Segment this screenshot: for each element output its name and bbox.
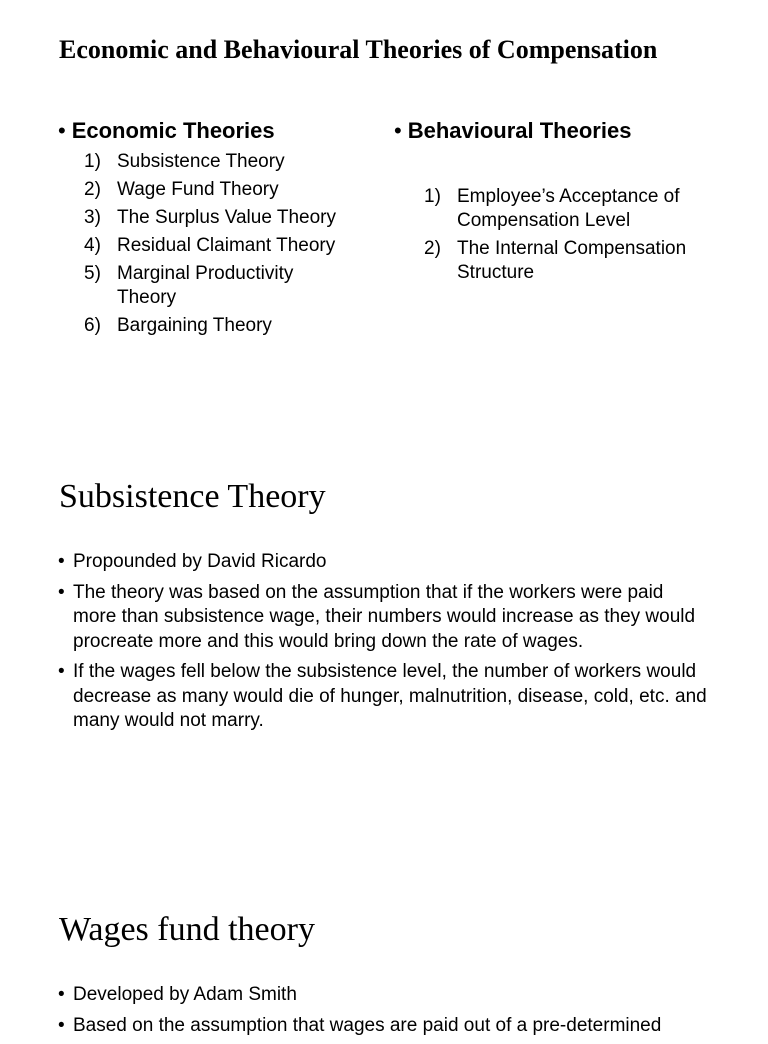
- item-label: Wage Fund Theory: [117, 179, 279, 200]
- list-item: [84, 314, 344, 338]
- bullet-list: [58, 983, 708, 1044]
- bullet-icon: •: [58, 984, 65, 1005]
- item-number: 2): [84, 179, 101, 200]
- behavioural-theories-heading: [394, 117, 631, 145]
- list-item: [84, 206, 344, 230]
- bullet-list: [58, 550, 708, 740]
- item-number: 2): [424, 238, 441, 259]
- item-label: Marginal Productivity Theory: [117, 263, 294, 308]
- item-number: 4): [84, 235, 101, 256]
- bullet-item: [58, 983, 708, 1008]
- bullet-item: [58, 581, 708, 655]
- slide-title: Wages fund theory: [59, 911, 315, 948]
- item-number: 3): [84, 207, 101, 228]
- item-number: 6): [84, 315, 101, 336]
- bullet-icon: •: [58, 551, 65, 572]
- bullet-item: [58, 660, 708, 734]
- bullet-item: [58, 1014, 708, 1039]
- list-item: [84, 150, 344, 174]
- slide-wages-fund-theory: [0, 885, 768, 1036]
- bullet-item: [58, 550, 708, 575]
- heading-label: Behavioural Theories: [407, 118, 632, 143]
- list-item: [84, 262, 344, 310]
- bullet-text: If the wages fell below the subsistence level, the number of workers would decrease as many would die of hunger, malnutrition, disease, cold, etc. and many would not marry.: [73, 661, 707, 731]
- economic-theories-heading: [58, 117, 275, 145]
- bullet-text: Based on the assumption that wages are paid out of a pre-determined: [73, 1014, 662, 1036]
- economic-theories-list: [84, 150, 344, 342]
- list-item: [424, 237, 724, 285]
- slide-title: Economic and Behavioural Theories of Compensation: [59, 35, 658, 64]
- slide-subsistence-theory: [0, 452, 768, 872]
- list-item: [84, 178, 344, 202]
- item-label: The Surplus Value Theory: [117, 207, 336, 228]
- bullet-icon: •: [58, 1014, 65, 1036]
- item-number: 5): [84, 263, 101, 284]
- item-number: 1): [84, 151, 101, 172]
- item-label: The Internal Compensation Structure: [457, 238, 687, 283]
- item-label: Subsistence Theory: [117, 151, 285, 172]
- bullet-text: Propounded by David Ricardo: [73, 551, 327, 572]
- list-item: [424, 185, 724, 233]
- behavioural-theories-list: [424, 185, 724, 289]
- bullet-text: The theory was based on the assumption that if the workers were paid more than subsistence wage, their numbers would increase as they would procreate more and this would bring down the rate of wages.: [73, 581, 696, 652]
- bullet-icon: •: [58, 661, 65, 682]
- item-label: Bargaining Theory: [117, 315, 272, 336]
- slide-economic-behavioural-theories: [0, 0, 768, 430]
- item-label: Residual Claimant Theory: [117, 235, 336, 256]
- bullet-icon: •: [58, 581, 65, 603]
- bullet-icon: •: [58, 118, 66, 143]
- slide-title: Subsistence Theory: [59, 478, 326, 515]
- item-label: Employee’s Acceptance of Compensation Level: [457, 186, 680, 231]
- bullet-text: Developed by Adam Smith: [73, 984, 297, 1005]
- item-number: 1): [424, 186, 441, 207]
- heading-label: Economic Theories: [71, 118, 275, 143]
- bullet-icon: •: [394, 118, 402, 143]
- list-item: [84, 234, 344, 258]
